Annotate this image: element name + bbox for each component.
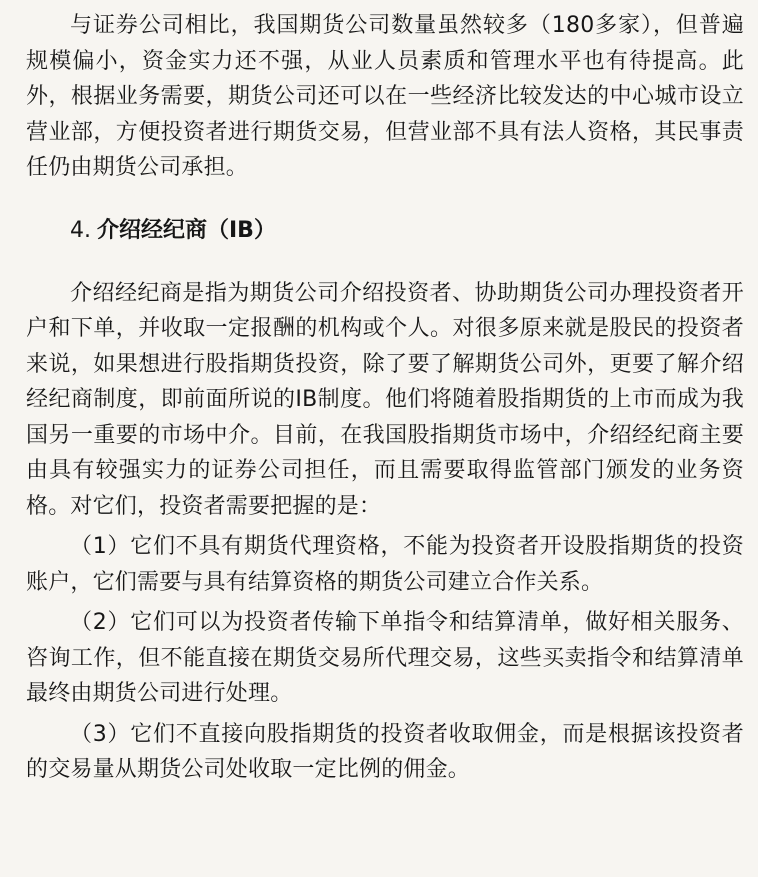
- section-heading: [26, 213, 744, 249]
- list-item: （2）它们可以为投资者传输下单指令和结算清单，做好相关服务、咨询工作，但不能直接在期货交易所代理交易，这些买卖指令和结算清单最终由期货公司进行处理。: [26, 610, 744, 706]
- list-item: （3）它们不直接向股指期货的投资者收取佣金，而是根据该投资者的交易量从期货公司处收取一定比例的佣金。: [26, 721, 744, 782]
- body-paragraph: 介绍经纪商是指为期货公司介绍投资者、协助期货公司办理投资者开户和下单，并收取一定报酬的机构或个人。对很多原来就是股民的投资者来说，如果想进行股指期货投资，除了要了解期货公司外，更要了解介绍经纪商制度，即前面所说的IB制度。他们将随着股指期货的上市而成为我国另一重要的市场中介。目前，在我国股指期货市场中，介绍经纪商主要由具有较强实力的证券公司担任，而且需要取得监管部门颁发的业务资格。对它们，投资者需要把握的是：: [26, 280, 744, 519]
- section-number: 4.: [70, 217, 91, 243]
- intro-paragraph: 与证券公司相比，我国期货公司数量虽然较多（180多家），但普遍规模偏小，资金实力还不强，从业人员素质和管理水平也有待提高。此外，根据业务需要，期货公司还可以在一些经济比较发达的中心城市设立营业部，方便投资者进行期货交易，但营业部不具有法人资格，其民事责任仍由期货公司承担。: [26, 13, 744, 180]
- section-title: 介绍经纪商（IB）: [97, 217, 276, 243]
- list-item: （1）它们不具有期货代理资格，不能为投资者开设股指期货的投资账户，它们需要与具有结算资格的期货公司建立合作关系。: [26, 534, 744, 595]
